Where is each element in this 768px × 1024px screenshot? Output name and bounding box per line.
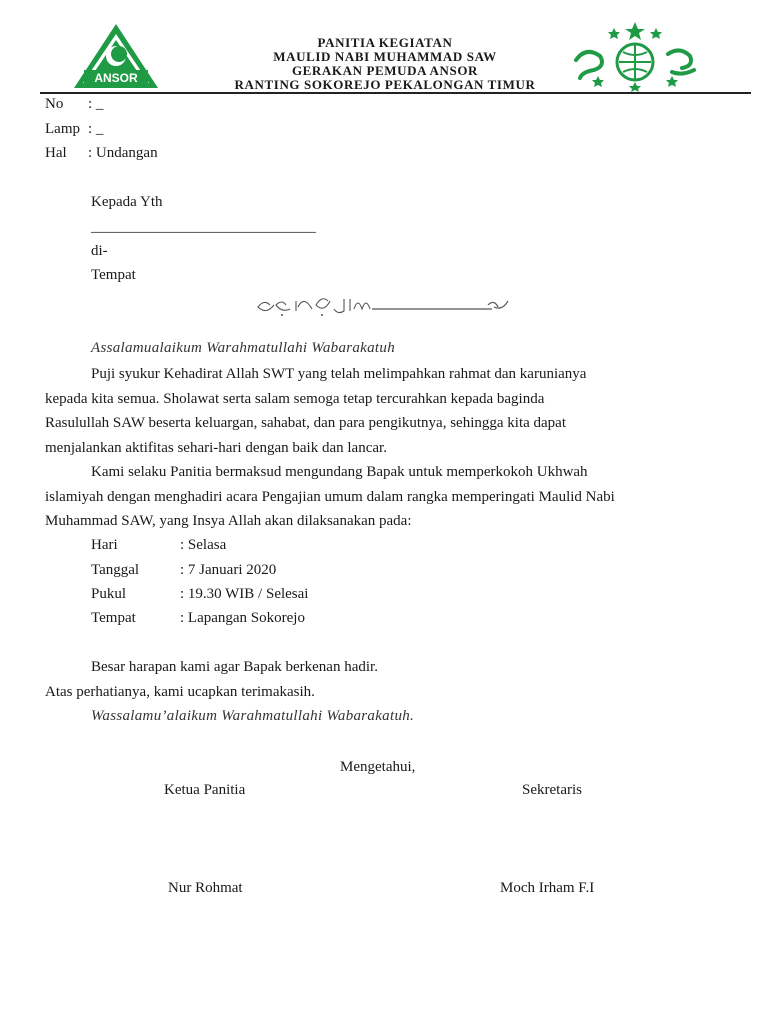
detail-value-time: : 19.30 WIB / Selesai	[180, 586, 309, 602]
paragraph-line: Muhammad SAW, yang Insya Allah akan dilaksanakan pada:	[45, 513, 412, 529]
paragraph-line: menjalankan aktifitas sehari-hari dengan baik dan lancar.	[45, 439, 387, 456]
no-value: : _	[88, 96, 104, 112]
paragraph-line: Kami selaku Panitia bermaksud mengundang Bapak untuk memperkokoh Ukhwah	[91, 464, 588, 480]
detail-label-date: Tanggal	[91, 562, 140, 578]
header-line-2: MAULID NABI MUHAMMAD SAW	[273, 49, 497, 64]
hal-value: : Undangan	[88, 145, 158, 161]
paragraph-invitation	[45, 460, 675, 534]
closing-salutation: Wassalamu’alaikum Warahmatullahi Wabarakatuh.	[91, 708, 415, 724]
detail-value-date: : 7 Januari 2020	[180, 562, 277, 578]
acknowledged-label: Mengetahui,	[340, 759, 416, 775]
recipient-blank: ______________________________	[91, 219, 316, 235]
paragraph-line: islamiyah dengan menghadiri acara Pengajian umum dalam rangka memperingati Maulid Nabi	[45, 488, 615, 505]
letterhead	[200, 36, 570, 92]
detail-value-day: : Selasa	[180, 537, 227, 553]
paragraph-line: Puji syukur Kehadirat Allah SWT yang telah melimpahkan rahmat dan karunianya	[91, 366, 587, 382]
greeting: Assalamualaikum Warahmatullahi Wabarakatuh	[91, 340, 396, 356]
basmalah-calligraphy	[252, 293, 514, 319]
detail-label-time: Pukul	[91, 586, 127, 602]
detail-label-place: Tempat	[91, 610, 136, 626]
paragraph-opening	[45, 362, 675, 460]
thanks-line: Atas perhatianya, kami ucapkan terimakasih.	[45, 684, 315, 700]
header-line-4: RANTING SOKOREJO PEKALONGAN TIMUR	[234, 77, 536, 92]
lamp-value: : _	[88, 121, 104, 137]
header-line-3: GERAKAN PEMUDA ANSOR	[291, 63, 479, 78]
recipient-to: Kepada Yth	[91, 194, 163, 210]
detail-label-day: Hari	[91, 537, 118, 553]
hal-label: Hal	[45, 145, 67, 161]
hope-line: Besar harapan kami agar Bapak berkenan hadir.	[91, 659, 378, 675]
right-role: Sekretaris	[522, 782, 582, 798]
left-role: Ketua Panitia	[164, 782, 246, 798]
left-signatory-name: Nur Rohmat	[168, 880, 243, 896]
lamp-label: Lamp	[45, 121, 80, 137]
paragraph-line: Rasulullah SAW beserta keluargan, sahabat, dan para pengikutnya, sehingga kita dapat	[45, 415, 567, 431]
paragraph-line: kepada kita semua. Sholawat serta salam semoga tetap tercurahkan kepada baginda	[45, 390, 545, 407]
detail-value-place: : Lapangan Sokorejo	[180, 610, 305, 626]
header-line-1: PANITIA KEGIATAN	[317, 35, 453, 50]
ansor-logo	[70, 20, 162, 92]
recipient-di: di-	[91, 243, 108, 259]
header-divider	[40, 92, 751, 94]
ansor-logo-text: ANSOR	[94, 71, 138, 85]
right-signatory-name: Moch Irham F.I	[500, 880, 595, 896]
recipient-place: Tempat	[91, 267, 136, 283]
nu-emblem-logo	[568, 20, 703, 92]
no-label: No	[45, 96, 64, 112]
